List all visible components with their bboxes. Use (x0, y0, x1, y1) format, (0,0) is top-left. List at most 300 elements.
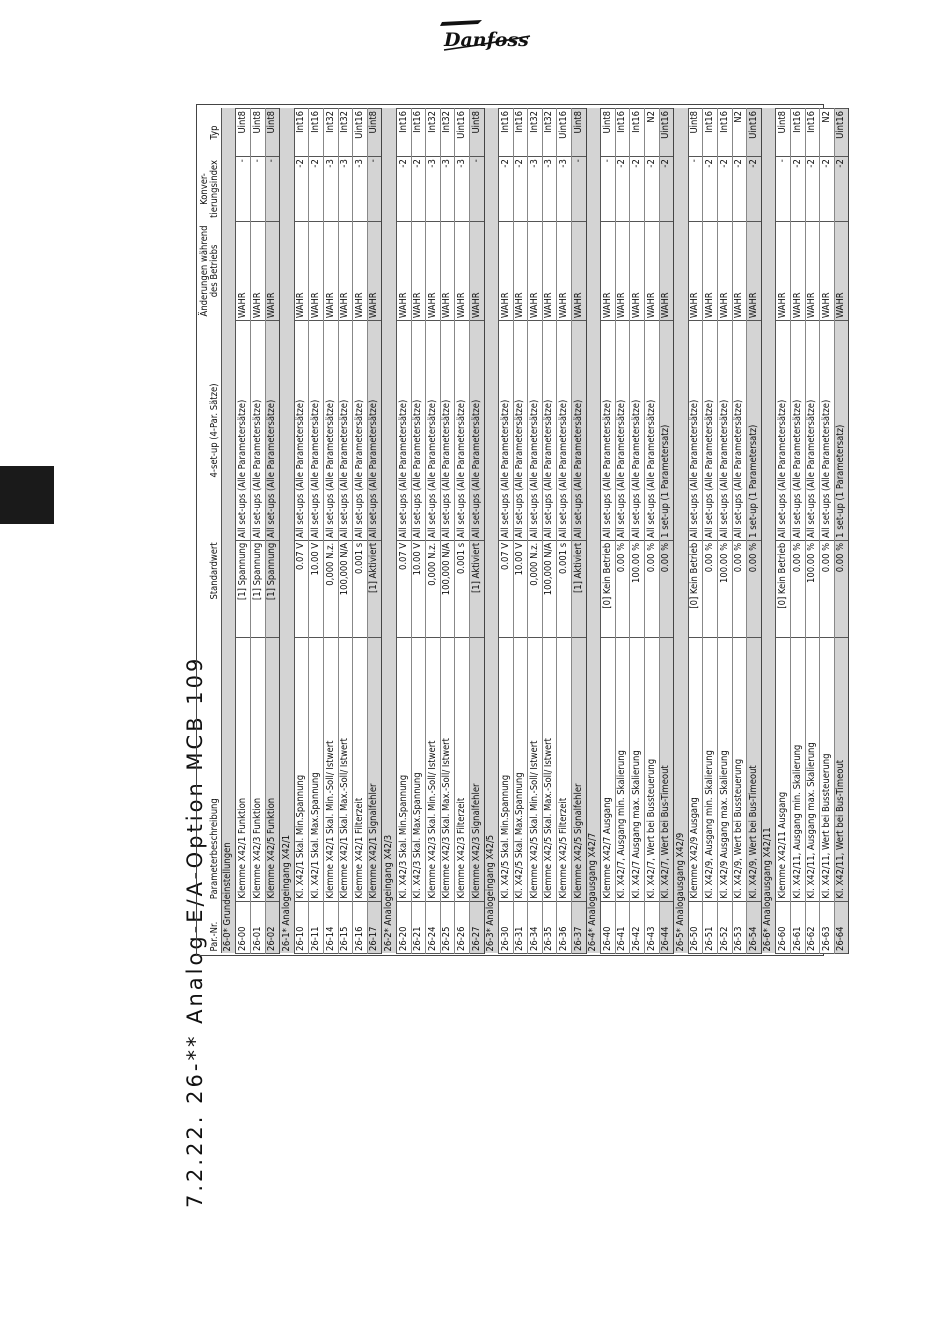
cell-conv: -2 (732, 157, 747, 222)
cell-change: WAHR (688, 221, 703, 320)
cell-default: 0.00 % (820, 540, 835, 637)
rotated-table-container (197, 105, 847, 957)
cell-conv: -3 (440, 157, 455, 222)
cell-par-nr: 26-62 (805, 901, 820, 953)
cell-default: [0] Kein Betrieb (776, 540, 791, 637)
table-row (338, 109, 353, 954)
cell-default: 0.00 % (615, 540, 630, 637)
cell-setup: All set-ups (Alle Parametersätze) (426, 321, 441, 541)
cell-type: Int32 (542, 109, 557, 157)
cell-type: Uint16 (747, 109, 762, 157)
cell-conv: -2 (309, 157, 324, 222)
cell-description: Klemme X42/5 Filterzeit (557, 638, 572, 902)
cell-type: Int16 (499, 109, 514, 157)
cell-change: WAHR (747, 221, 762, 320)
cell-type: Uint8 (688, 109, 703, 157)
cell-par-nr: 26-37 (572, 901, 587, 953)
cell-type: Uint16 (353, 109, 368, 157)
table-row (572, 109, 587, 954)
cell-conv: - (251, 157, 266, 222)
group-header-row (484, 109, 499, 954)
cell-conv: -3 (338, 157, 353, 222)
cell-description: Kl. X42/7, Wert bei Bus-Timeout (659, 638, 674, 902)
cell-type: Int16 (805, 109, 820, 157)
cell-setup: All set-ups (Alle Parametersätze) (688, 321, 703, 541)
table-row (396, 109, 411, 954)
header-conv (200, 157, 221, 222)
cell-description: Klemme X42/1 Skal. Min.-Soll/ Istwert (323, 638, 338, 902)
cell-change: WAHR (338, 221, 353, 320)
group-title: 26-5* Analogausgang X42/9 (674, 109, 689, 954)
cell-change: WAHR (499, 221, 514, 320)
cell-change: WAHR (455, 221, 470, 320)
cell-description: Kl. X42/11, Wert bei Bussteuerung (820, 638, 835, 902)
cell-par-nr: 26-41 (615, 901, 630, 953)
cell-change: WAHR (630, 221, 645, 320)
table-row (353, 109, 368, 954)
cell-setup: All set-ups (Alle Parametersätze) (236, 321, 251, 541)
cell-change: WAHR (367, 221, 382, 320)
cell-default: [1] Spannung (251, 540, 266, 637)
cell-change: WAHR (528, 221, 543, 320)
table-header-row (200, 109, 221, 954)
table-row (805, 109, 820, 954)
cell-description: Klemme X42/1 Skal. Max.-Soll/ Istwert (338, 638, 353, 902)
cell-description: Kl. X42/9, Wert bei Bussteuerung (732, 638, 747, 902)
cell-type: Int16 (615, 109, 630, 157)
cell-change: WAHR (805, 221, 820, 320)
cell-par-nr: 26-36 (557, 901, 572, 953)
cell-setup: 1 set-up (1 Parametersatz) (747, 321, 762, 541)
cell-setup: All set-ups (Alle Parametersätze) (776, 321, 791, 541)
cell-par-nr: 26-00 (236, 901, 251, 953)
cell-change: WAHR (513, 221, 528, 320)
cell-par-nr: 26-64 (834, 901, 849, 953)
parameter-table (200, 108, 849, 954)
table-row (790, 109, 805, 954)
cell-conv: - (776, 157, 791, 222)
cell-description: Kl. X42/9, Ausgang min. Skalierung (703, 638, 718, 902)
cell-default: 0.07 V (396, 540, 411, 637)
cell-description: Kl. X42/5 Skal. Min.Spannung (499, 638, 514, 902)
cell-par-nr: 26-27 (469, 901, 484, 953)
table-row (251, 109, 266, 954)
cell-default: [1] Aktiviert (469, 540, 484, 637)
cell-default: 0.07 V (499, 540, 514, 637)
cell-setup: All set-ups (Alle Parametersätze) (294, 321, 309, 541)
cell-change: WAHR (718, 221, 733, 320)
header-change-line1: Änderungen während (199, 225, 210, 317)
cell-type: Int16 (790, 109, 805, 157)
cell-description: Kl. X42/11, Ausgang max. Skalierung (805, 638, 820, 902)
cell-default: 0.001 s (455, 540, 470, 637)
cell-par-nr: 26-63 (820, 901, 835, 953)
cell-setup: All set-ups (Alle Parametersätze) (703, 321, 718, 541)
cell-change: WAHR (309, 221, 324, 320)
group-title: 26-2* Analogeingang X42/3 (382, 109, 397, 954)
cell-description: Klemme X42/5 Skal. Min.-Soll/ Istwert (528, 638, 543, 902)
cell-conv: - (236, 157, 251, 222)
cell-conv: - (469, 157, 484, 222)
table-row (601, 109, 616, 954)
table-row (440, 109, 455, 954)
table-row (659, 109, 674, 954)
cell-type: Int16 (411, 109, 426, 157)
cell-type: Uint8 (601, 109, 616, 157)
cell-setup: All set-ups (Alle Parametersätze) (265, 321, 280, 541)
cell-type: Uint16 (455, 109, 470, 157)
cell-default: [1] Spannung (265, 540, 280, 637)
cell-setup: All set-ups (Alle Parametersätze) (528, 321, 543, 541)
group-header-row (761, 109, 776, 954)
cell-change: WAHR (645, 221, 660, 320)
cell-setup: All set-ups (Alle Parametersätze) (513, 321, 528, 541)
cell-default: 10.00 V (513, 540, 528, 637)
cell-setup: All set-ups (Alle Parametersätze) (718, 321, 733, 541)
cell-default: [1] Aktiviert (367, 540, 382, 637)
header-conv-line2: tierungsindex (209, 160, 221, 218)
cell-description: Klemme X42/7 Ausgang (601, 638, 616, 902)
cell-setup: All set-ups (Alle Parametersätze) (499, 321, 514, 541)
cell-conv: -2 (703, 157, 718, 222)
cell-description: Kl. X42/3 Skal. Min.Spannung (396, 638, 411, 902)
cell-default: 0,000 N.z. (426, 540, 441, 637)
cell-default: 0.00 % (732, 540, 747, 637)
group-title: 26-3* Analogeingang X42/5 (484, 109, 499, 954)
cell-setup: All set-ups (Alle Parametersätze) (615, 321, 630, 541)
cell-setup: All set-ups (Alle Parametersätze) (338, 321, 353, 541)
cell-change: WAHR (440, 221, 455, 320)
cell-setup: All set-ups (Alle Parametersätze) (820, 321, 835, 541)
cell-setup: All set-ups (Alle Parametersätze) (805, 321, 820, 541)
group-header-row (674, 109, 689, 954)
cell-description: Klemme X42/1 Filterzeit (353, 638, 368, 902)
cell-setup: All set-ups (Alle Parametersätze) (323, 321, 338, 541)
cell-default: 0.00 % (703, 540, 718, 637)
cell-par-nr: 26-26 (455, 901, 470, 953)
table-row (776, 109, 791, 954)
table-row (426, 109, 441, 954)
cell-description: Kl. X42/1 Skal. Min.Spannung (294, 638, 309, 902)
cell-change: WAHR (542, 221, 557, 320)
cell-default: 0.00 % (834, 540, 849, 637)
cell-type: Int32 (426, 109, 441, 157)
cell-description: Kl. X42/11, Ausgang min. Skalierung (790, 638, 805, 902)
cell-par-nr: 26-17 (367, 901, 382, 953)
cell-description: Klemme X42/1 Signalfehler (367, 638, 382, 902)
cell-conv: - (601, 157, 616, 222)
group-title: 26-1* Analogeingang X42/1 (280, 109, 295, 954)
group-header-row (382, 109, 397, 954)
cell-type: Uint16 (834, 109, 849, 157)
cell-type: N2 (820, 109, 835, 157)
cell-description: Kl. X42/3 Skal. Max.Spannung (411, 638, 426, 902)
table-row (528, 109, 543, 954)
cell-default: 100.00 % (630, 540, 645, 637)
cell-par-nr: 26-51 (703, 901, 718, 953)
header-type: Typ (209, 125, 221, 140)
cell-type: Int32 (528, 109, 543, 157)
cell-setup: All set-ups (Alle Parametersätze) (557, 321, 572, 541)
cell-description: Klemme X42/9 Ausgang (688, 638, 703, 902)
table-row (294, 109, 309, 954)
cell-type: Int16 (513, 109, 528, 157)
cell-conv: - (265, 157, 280, 222)
cell-par-nr: 26-35 (542, 901, 557, 953)
cell-par-nr: 26-54 (747, 901, 762, 953)
cell-setup: 1 set-up (1 Parametersatz) (834, 321, 849, 541)
cell-default: [0] Kein Betrieb (688, 540, 703, 637)
cell-change: WAHR (732, 221, 747, 320)
cell-conv: -3 (426, 157, 441, 222)
cell-setup: All set-ups (Alle Parametersätze) (251, 321, 266, 541)
cell-conv: -2 (294, 157, 309, 222)
cell-setup: All set-ups (Alle Parametersätze) (601, 321, 616, 541)
header-description: Parameterbeschreibung (209, 798, 221, 900)
cell-change: WAHR (236, 221, 251, 320)
cell-conv: -3 (528, 157, 543, 222)
cell-par-nr: 26-53 (732, 901, 747, 953)
cell-par-nr: 26-24 (426, 901, 441, 953)
cell-conv: -2 (820, 157, 835, 222)
header-default: Standardwert (209, 542, 221, 600)
cell-default: 100,000 N/A (338, 540, 353, 637)
parameter-table-frame (196, 104, 847, 956)
cell-setup: All set-ups (Alle Parametersätze) (542, 321, 557, 541)
cell-description: Klemme X42/3 Skal. Max.-Soll/ Istwert (440, 638, 455, 902)
cell-change: WAHR (294, 221, 309, 320)
cell-type: Uint8 (776, 109, 791, 157)
cell-setup: All set-ups (Alle Parametersätze) (469, 321, 484, 541)
cell-change: WAHR (251, 221, 266, 320)
cell-default: 0,000 N.z. (323, 540, 338, 637)
cell-type: Int16 (396, 109, 411, 157)
cell-setup: All set-ups (Alle Parametersätze) (396, 321, 411, 541)
table-row (747, 109, 762, 954)
table-row (688, 109, 703, 954)
cell-change: WAHR (703, 221, 718, 320)
cell-par-nr: 26-60 (776, 901, 791, 953)
cell-description: Klemme X42/3 Skal. Min.-Soll/ Istwert (426, 638, 441, 902)
cell-par-nr: 26-34 (528, 901, 543, 953)
cell-par-nr: 26-02 (265, 901, 280, 953)
table-row (236, 109, 251, 954)
cell-par-nr: 26-11 (309, 901, 324, 953)
cell-par-nr: 26-61 (790, 901, 805, 953)
cell-change: WAHR (323, 221, 338, 320)
cell-type: Int16 (294, 109, 309, 157)
header-change-line2: des Betriebs (209, 244, 221, 298)
cell-setup: All set-ups (Alle Parametersätze) (572, 321, 587, 541)
cell-default: 0.00 % (659, 540, 674, 637)
table-row (411, 109, 426, 954)
group-title: 26-4* Analogausgang X42/7 (586, 109, 601, 954)
cell-default: 0.00 % (747, 540, 762, 637)
cell-par-nr: 26-30 (499, 901, 514, 953)
group-title: 26-6* Analogausgang X42/11 (761, 109, 776, 954)
cell-par-nr: 26-42 (630, 901, 645, 953)
cell-type: Int16 (309, 109, 324, 157)
cell-par-nr: 26-16 (353, 901, 368, 953)
cell-default: [1] Aktiviert (572, 540, 587, 637)
cell-change: WAHR (776, 221, 791, 320)
group-header-row (280, 109, 295, 954)
cell-par-nr: 26-21 (411, 901, 426, 953)
table-row (703, 109, 718, 954)
cell-conv: -2 (790, 157, 805, 222)
group-title: 26-0* Grundeinstellungen (221, 109, 236, 954)
cell-change: WAHR (659, 221, 674, 320)
cell-par-nr: 26-50 (688, 901, 703, 953)
cell-default: 10.00 V (411, 540, 426, 637)
cell-setup: All set-ups (Alle Parametersätze) (367, 321, 382, 541)
cell-par-nr: 26-10 (294, 901, 309, 953)
table-row (732, 109, 747, 954)
cell-par-nr: 26-20 (396, 901, 411, 953)
table-row (265, 109, 280, 954)
cell-change: WAHR (426, 221, 441, 320)
table-row (718, 109, 733, 954)
cell-default: 100,000 N/A (542, 540, 557, 637)
cell-par-nr: 26-25 (440, 901, 455, 953)
cell-par-nr: 26-44 (659, 901, 674, 953)
cell-par-nr: 26-15 (338, 901, 353, 953)
cell-description: Kl. X42/7 Ausgang max. Skalierung (630, 638, 645, 902)
cell-setup: All set-ups (Alle Parametersätze) (790, 321, 805, 541)
cell-change: WAHR (469, 221, 484, 320)
cell-default: [1] Spannung (236, 540, 251, 637)
header-conv-line1: Konver- (199, 173, 210, 205)
cell-par-nr: 26-40 (601, 901, 616, 953)
danfoss-logo (438, 14, 534, 54)
table-body (221, 109, 849, 954)
cell-change: WAHR (601, 221, 616, 320)
cell-default: 0.001 s (353, 540, 368, 637)
cell-setup: All set-ups (Alle Parametersätze) (645, 321, 660, 541)
cell-conv: -2 (630, 157, 645, 222)
cell-change: WAHR (411, 221, 426, 320)
cell-setup: 1 set-up (1 Parametersatz) (659, 321, 674, 541)
cell-conv: -2 (747, 157, 762, 222)
cell-type: Int16 (718, 109, 733, 157)
cell-type: Int16 (630, 109, 645, 157)
cell-conv: - (367, 157, 382, 222)
cell-change: WAHR (396, 221, 411, 320)
cell-default: 100.00 % (718, 540, 733, 637)
table-row (630, 109, 645, 954)
cell-setup: All set-ups (Alle Parametersätze) (455, 321, 470, 541)
cell-change: WAHR (265, 221, 280, 320)
group-header-row (221, 109, 236, 954)
cell-conv: -2 (411, 157, 426, 222)
cell-description: Kl. X42/5 Skal. Max.Spannung (513, 638, 528, 902)
cell-type: Uint8 (236, 109, 251, 157)
cell-default: 0,000 N.z. (528, 540, 543, 637)
cell-conv: -3 (455, 157, 470, 222)
cell-description: Kl. X42/9 Ausgang max. Skalierung (718, 638, 733, 902)
cell-conv: -2 (645, 157, 660, 222)
cell-default: 0.07 V (294, 540, 309, 637)
cell-description: Kl. X42/11, Wert bei Bus-Timeout (834, 638, 849, 902)
logo-text: Danfoss (444, 29, 529, 51)
cell-conv: -3 (542, 157, 557, 222)
group-header-row (586, 109, 601, 954)
table-row (645, 109, 660, 954)
table-row (542, 109, 557, 954)
chapter-tab-marker (0, 466, 54, 524)
cell-type: Uint8 (265, 109, 280, 157)
cell-description: Kl. X42/9, Wert bei Bus-Timeout (747, 638, 762, 902)
table-row (615, 109, 630, 954)
cell-type: Uint16 (557, 109, 572, 157)
cell-description: Klemme X42/1 Funktion (236, 638, 251, 902)
cell-type: Uint8 (469, 109, 484, 157)
cell-default: 0.00 % (790, 540, 805, 637)
cell-type: Int16 (703, 109, 718, 157)
table-row (513, 109, 528, 954)
cell-par-nr: 26-43 (645, 901, 660, 953)
cell-conv: -2 (513, 157, 528, 222)
cell-conv: -3 (353, 157, 368, 222)
cell-setup: All set-ups (Alle Parametersätze) (732, 321, 747, 541)
table-row (557, 109, 572, 954)
cell-conv: -2 (659, 157, 674, 222)
cell-default: 100.00 % (805, 540, 820, 637)
cell-type: Uint8 (251, 109, 266, 157)
cell-type: Int32 (323, 109, 338, 157)
cell-description: Kl. X42/7, Ausgang min. Skalierung (615, 638, 630, 902)
table-row (309, 109, 324, 954)
cell-description: Klemme X42/3 Filterzeit (455, 638, 470, 902)
cell-description: Klemme X42/3 Funktion (251, 638, 266, 902)
cell-type: Uint8 (572, 109, 587, 157)
cell-change: WAHR (572, 221, 587, 320)
cell-default: 10.00 V (309, 540, 324, 637)
cell-change: WAHR (353, 221, 368, 320)
cell-description: Klemme X42/3 Signalfehler (469, 638, 484, 902)
cell-setup: All set-ups (Alle Parametersätze) (411, 321, 426, 541)
table-row (367, 109, 382, 954)
cell-description: Kl. X42/1 Skal. Max.Spannung (309, 638, 324, 902)
cell-default: [0] Kein Betrieb (601, 540, 616, 637)
cell-conv: - (688, 157, 703, 222)
cell-conv: -2 (834, 157, 849, 222)
cell-par-nr: 26-01 (251, 901, 266, 953)
cell-description: Klemme X42/5 Funktion (265, 638, 280, 902)
cell-description: Klemme X42/11 Ausgang (776, 638, 791, 902)
header-change (200, 221, 221, 320)
cell-par-nr: 26-52 (718, 901, 733, 953)
cell-conv: -3 (323, 157, 338, 222)
cell-default: 0.001 s (557, 540, 572, 637)
cell-type: Uint16 (659, 109, 674, 157)
cell-conv: - (572, 157, 587, 222)
section-title: 7.2.22. 26-** Analog-E/A-Option MCB 109 (183, 655, 207, 1208)
cell-conv: -2 (615, 157, 630, 222)
cell-type: Uint8 (367, 109, 382, 157)
cell-type: Int32 (440, 109, 455, 157)
cell-setup: All set-ups (Alle Parametersätze) (440, 321, 455, 541)
table-row (323, 109, 338, 954)
table-row (469, 109, 484, 954)
cell-par-nr: 26-31 (513, 901, 528, 953)
cell-default: 0.00 % (645, 540, 660, 637)
cell-change: WAHR (557, 221, 572, 320)
cell-conv: -3 (557, 157, 572, 222)
header-par-nr: Par.-Nr. (209, 921, 221, 952)
cell-type: N2 (732, 109, 747, 157)
cell-change: WAHR (834, 221, 849, 320)
